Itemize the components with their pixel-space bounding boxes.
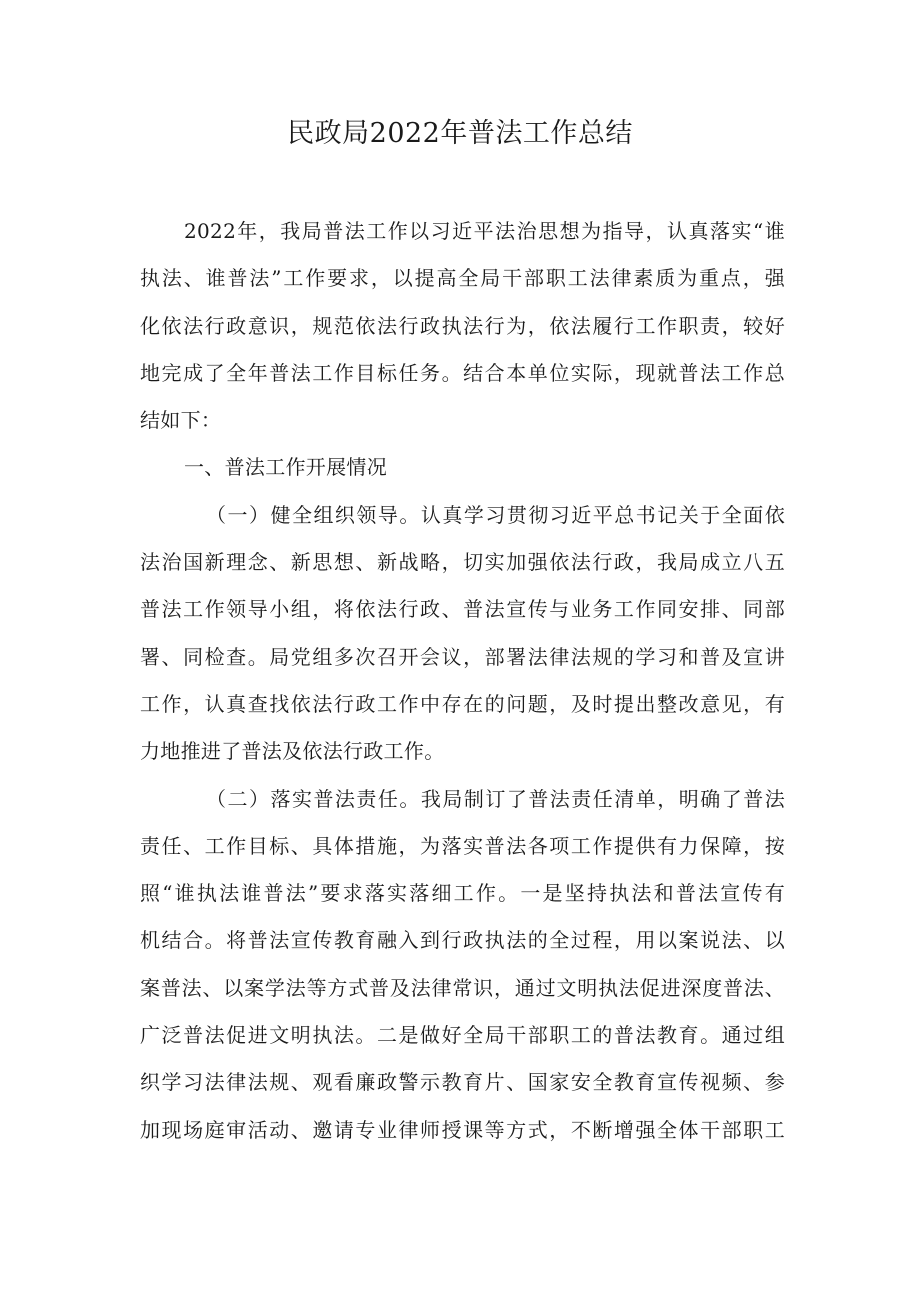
- paragraph-line: 地完成了全年普法工作目标任务。结合本单位实际，现就普法工作总: [140, 360, 785, 385]
- document-body: [140, 208, 785, 1154]
- paragraph-line: （二）落实普法责任。我局制订了普法责任清单，明确了普法: [206, 786, 785, 811]
- paragraph-line: 照“谁执法谁普法”要求落实落细工作。一是坚持执法和普法宣传有: [140, 881, 785, 906]
- paragraph-line: 加现场庭审活动、邀请专业律师授课等方式，不断增强全体干部职工: [140, 1117, 785, 1142]
- paragraph-line: 责任、工作目标、具体措施，为落实普法各项工作提供有力保障，按: [140, 833, 785, 858]
- paragraph-line: 执法、谁普法”工作要求，以提高全局干部职工法律素质为重点，强: [140, 266, 785, 291]
- paragraph-line: 普法工作领导小组，将依法行政、普法宣传与业务工作同安排、同部: [140, 597, 785, 622]
- paragraph-line: 机结合。将普法宣传教育融入到行政执法的全过程，用以案说法、以: [140, 928, 785, 953]
- paragraph-line: 织学习法律法规、观看廉政警示教育片、国家安全教育宣传视频、参: [140, 1070, 785, 1095]
- paragraph-line: 广泛普法促进文明执法。二是做好全局干部职工的普法教育。通过组: [140, 1023, 785, 1048]
- section-heading: 一、普法工作开展情况: [184, 455, 387, 480]
- paragraph-line: 案普法、以案学法等方式普及法律常识，通过文明执法促进深度普法、: [140, 975, 785, 1000]
- paragraph-line: 结如下：: [140, 408, 222, 433]
- paragraph-line: 法治国新理念、新思想、新战略，切实加强依法行政，我局成立八五: [140, 550, 785, 575]
- paragraph-line: 2022年，我局普法工作以习近平法治思想为指导，认真落实“谁: [184, 219, 785, 243]
- paragraph-line: （一）健全组织领导。认真学习贯彻习近平总书记关于全面依: [206, 502, 785, 527]
- paragraph-line: 化依法行政意识，规范依法行政执法行为，依法履行工作职责，较好: [140, 313, 785, 338]
- paragraph-line: 署、同检查。局党组多次召开会议，部署法律法规的学习和普及宣讲: [140, 644, 785, 669]
- paragraph-line: 工作，认真查找依法行政工作中存在的问题，及时提出整改意见，有: [140, 691, 785, 716]
- document-title: 民政局2022年普法工作总结: [287, 118, 633, 149]
- paragraph-line: 力地推进了普法及依法行政工作。: [140, 739, 445, 764]
